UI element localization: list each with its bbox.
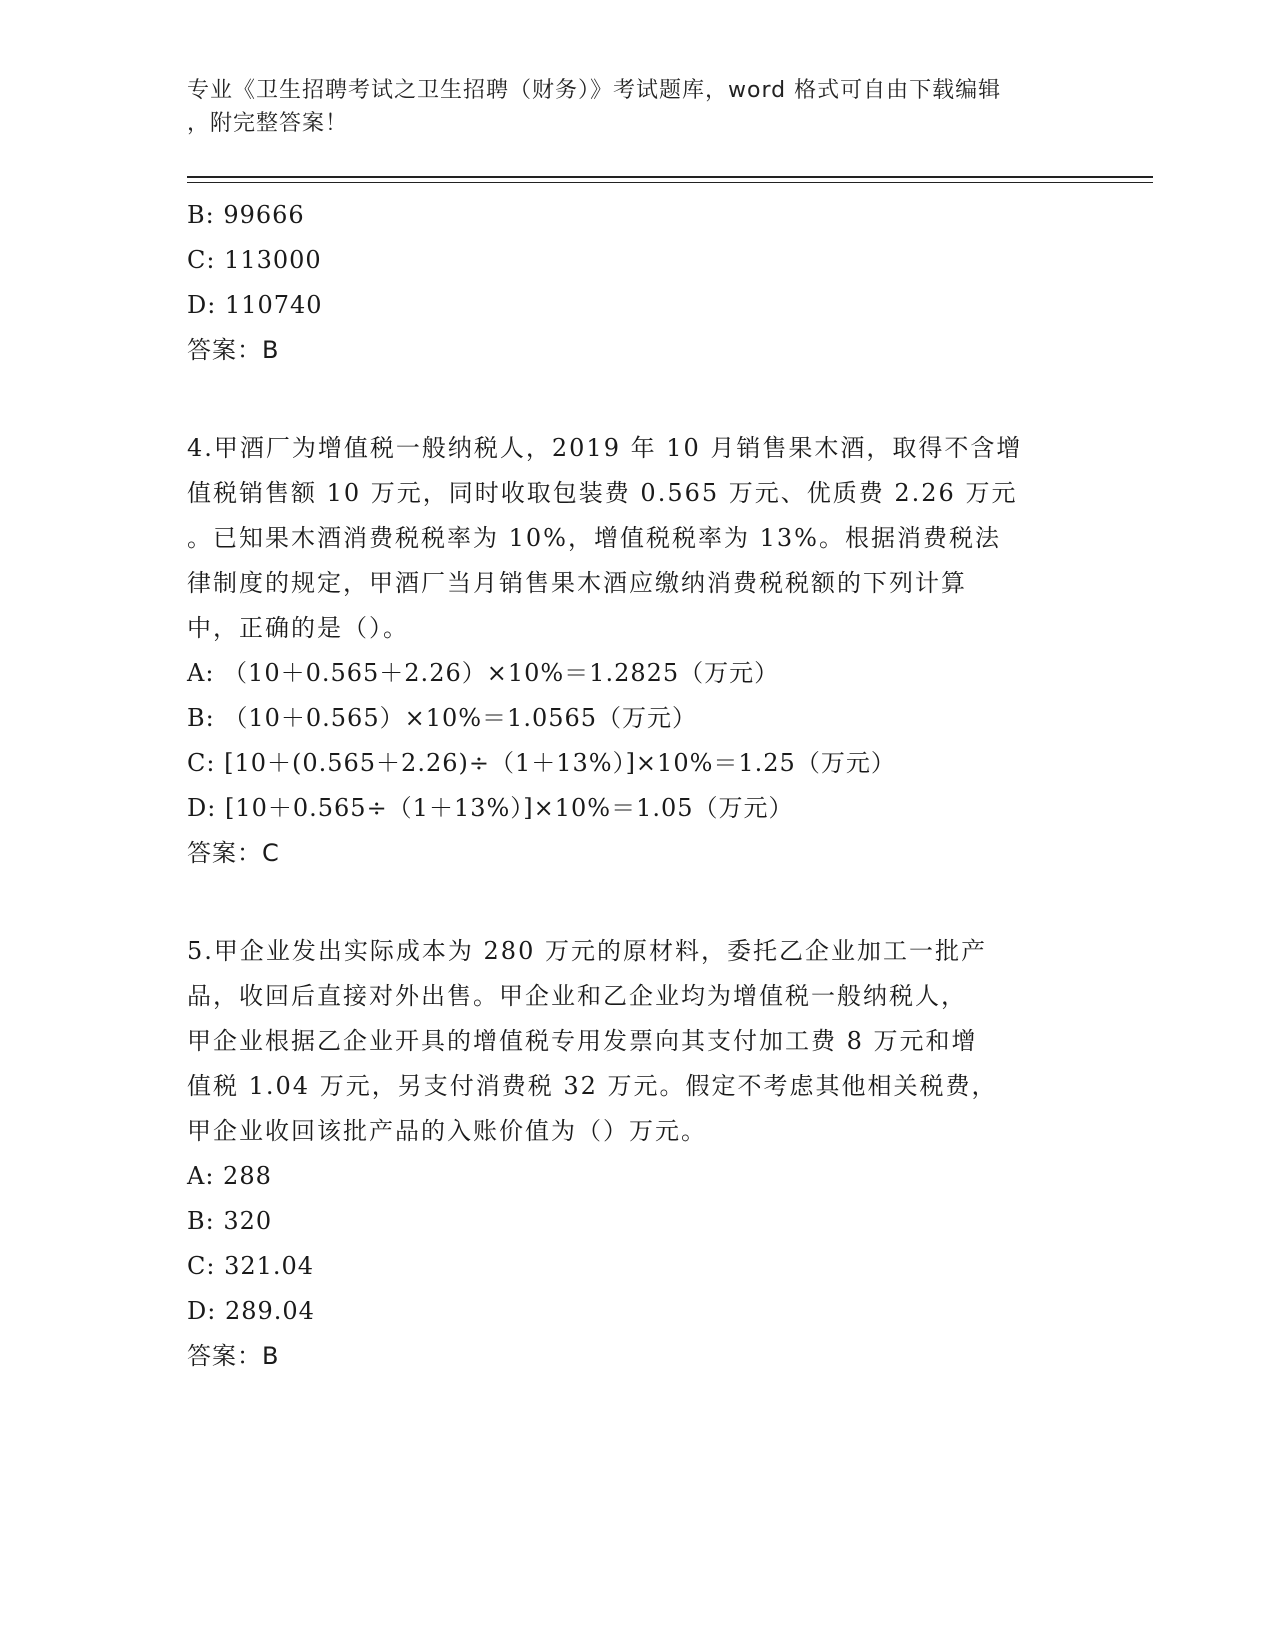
question-content [187,193,1087,1379]
option-c: C: 113000 [187,246,322,274]
question-4-stem [187,426,1087,651]
question-5-stem [187,929,1087,1154]
option-a: A: 288 [187,1162,272,1190]
question-text-line: 律制度的规定，甲酒厂当月销售果木酒应缴纳消费税税额的下列计算 [187,569,967,597]
question-text-line: 4.甲酒厂为增值税一般纳税人，2019 年 10 月销售果木酒，取得不含增 [187,434,1023,462]
option-b: B: 320 [187,1207,273,1235]
question-text-line: 。已知果木酒消费税税率为 10%，增值税税率为 13%。根据消费税法 [187,524,1001,552]
answer-label: 答案：B [187,336,280,364]
option-a: A: （10＋0.565＋2.26）×10%＝1.2825（万元） [187,659,780,687]
question-text-line: 5.甲企业发出实际成本为 280 万元的原材料，委托乙企业加工一批产 [187,937,987,965]
option-c: C: [10＋(0.565＋2.26)÷（1＋13%）]×10%＝1.25（万元） [187,749,896,777]
question-4 [187,426,1087,876]
option-c: C: 321.04 [187,1252,315,1280]
question-text-line: 甲企业收回该批产品的入账价值为（）万元。 [187,1117,707,1145]
question-5 [187,929,1087,1379]
header-line-2: ，附完整答案！ [187,111,349,136]
answer-label: 答案：B [187,1342,280,1370]
header-divider-thin [187,182,1153,183]
answer-label: 答案：C [187,839,280,867]
question-text-line: 品，收回后直接对外出售。甲企业和乙企业均为增值税一般纳税人， [187,982,967,1010]
document-header [187,74,1067,140]
header-line-1: 专业《卫生招聘考试之卫生招聘（财务）》考试题库，word 格式可自由下载编辑 [187,78,1002,103]
option-b: B: 99666 [187,201,305,229]
question-text-line: 值税销售额 10 万元，同时收取包装费 0.565 万元、优质费 2.26 万元 [187,479,1018,507]
option-d: D: [10＋0.565÷（1＋13%）]×10%＝1.05（万元） [187,794,794,822]
question-text-line: 甲企业根据乙企业开具的增值税专用发票向其支付加工费 8 万元和增 [187,1027,978,1055]
question-text-line: 中，正确的是（）。 [187,614,409,642]
option-d: D: 110740 [187,291,323,319]
header-divider [187,176,1153,178]
option-b: B: （10＋0.565）×10%＝1.0565（万元） [187,704,698,732]
previous-question-tail [187,193,1087,373]
question-text-line: 值税 1.04 万元，另支付消费税 32 万元。假定不考虑其他相关税费， [187,1072,998,1100]
option-d: D: 289.04 [187,1297,315,1325]
